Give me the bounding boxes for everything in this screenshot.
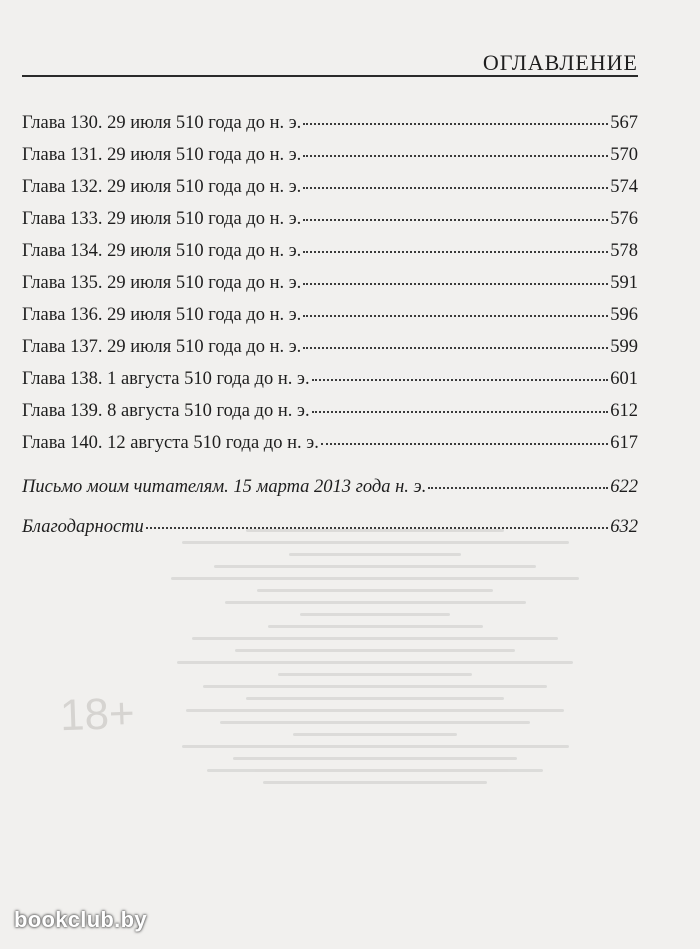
toc-entry-page: 567 — [610, 113, 638, 133]
dot-leader — [428, 474, 608, 489]
toc-entry-page: 596 — [610, 305, 638, 325]
toc-entry-page: 570 — [610, 145, 638, 165]
dot-leader — [303, 110, 608, 125]
toc-entry — [22, 203, 638, 235]
dot-leader — [303, 174, 608, 189]
toc-entry — [22, 363, 638, 395]
dot-leader — [321, 430, 608, 445]
toc-entry — [22, 139, 638, 171]
toc-entry-page: 632 — [610, 517, 638, 537]
toc-entry-title: Глава 136. 29 июля 510 года до н. э. — [22, 305, 302, 325]
toc-entry-title: Глава 133. 29 июля 510 года до н. э. — [22, 209, 302, 229]
dot-leader — [303, 206, 608, 221]
dot-leader — [146, 514, 608, 529]
table-of-contents — [22, 107, 638, 543]
dot-leader — [303, 270, 608, 285]
toc-entry-title: Глава 138. 1 августа 510 года до н. э. — [22, 369, 310, 389]
toc-entry-page: 612 — [610, 401, 638, 421]
toc-entry-title: Глава 130. 29 июля 510 года до н. э. — [22, 113, 302, 133]
toc-entry-page: 601 — [610, 369, 638, 389]
toc-entry-title: Глава 139. 8 августа 510 года до н. э. — [22, 401, 310, 421]
toc-entry-title: Глава 131. 29 июля 510 года до н. э. — [22, 145, 302, 165]
dot-leader — [303, 238, 608, 253]
toc-entry-page: 574 — [610, 177, 638, 197]
toc-entry — [22, 395, 638, 427]
toc-entry — [22, 171, 638, 203]
dot-leader — [303, 302, 608, 317]
toc-entry-title: Письмо моим читателям. 15 марта 2013 года н. э. — [22, 477, 427, 497]
toc-entry-page: 599 — [610, 337, 638, 357]
toc-entry-page: 578 — [610, 241, 638, 261]
toc-entry-title: Глава 132. 29 июля 510 года до н. э. — [22, 177, 302, 197]
toc-entry — [22, 427, 638, 459]
toc-entry — [22, 331, 638, 363]
toc-entry-page: 591 — [610, 273, 638, 293]
toc-entry — [22, 107, 638, 139]
toc-entry — [22, 235, 638, 267]
toc-entry — [22, 471, 638, 503]
toc-entry-title: Благодарности — [22, 517, 144, 537]
dot-leader — [312, 398, 609, 413]
toc-entry-title: Глава 134. 29 июля 510 года до н. э. — [22, 241, 302, 261]
toc-entry-title: Глава 140. 12 августа 510 года до н. э. — [22, 433, 319, 453]
toc-entry — [22, 299, 638, 331]
page-header-title: ОГЛАВЛЕНИЕ — [482, 50, 638, 75]
bleed-through-text — [160, 520, 590, 920]
toc-entry-title: Глава 135. 29 июля 510 года до н. э. — [22, 273, 302, 293]
toc-entry-page: 622 — [610, 477, 638, 497]
toc-entry-page: 576 — [610, 209, 638, 229]
toc-entry-page: 617 — [610, 433, 638, 453]
toc-entry — [22, 511, 638, 543]
dot-leader — [303, 142, 608, 157]
bleed-through-age-mark: 18+ — [59, 688, 136, 741]
toc-entry — [22, 267, 638, 299]
watermark: bookclub.by — [14, 907, 147, 932]
dot-leader — [312, 366, 609, 381]
header-rule — [22, 75, 638, 77]
dot-leader — [303, 334, 608, 349]
toc-entry-title: Глава 137. 29 июля 510 года до н. э. — [22, 337, 302, 357]
